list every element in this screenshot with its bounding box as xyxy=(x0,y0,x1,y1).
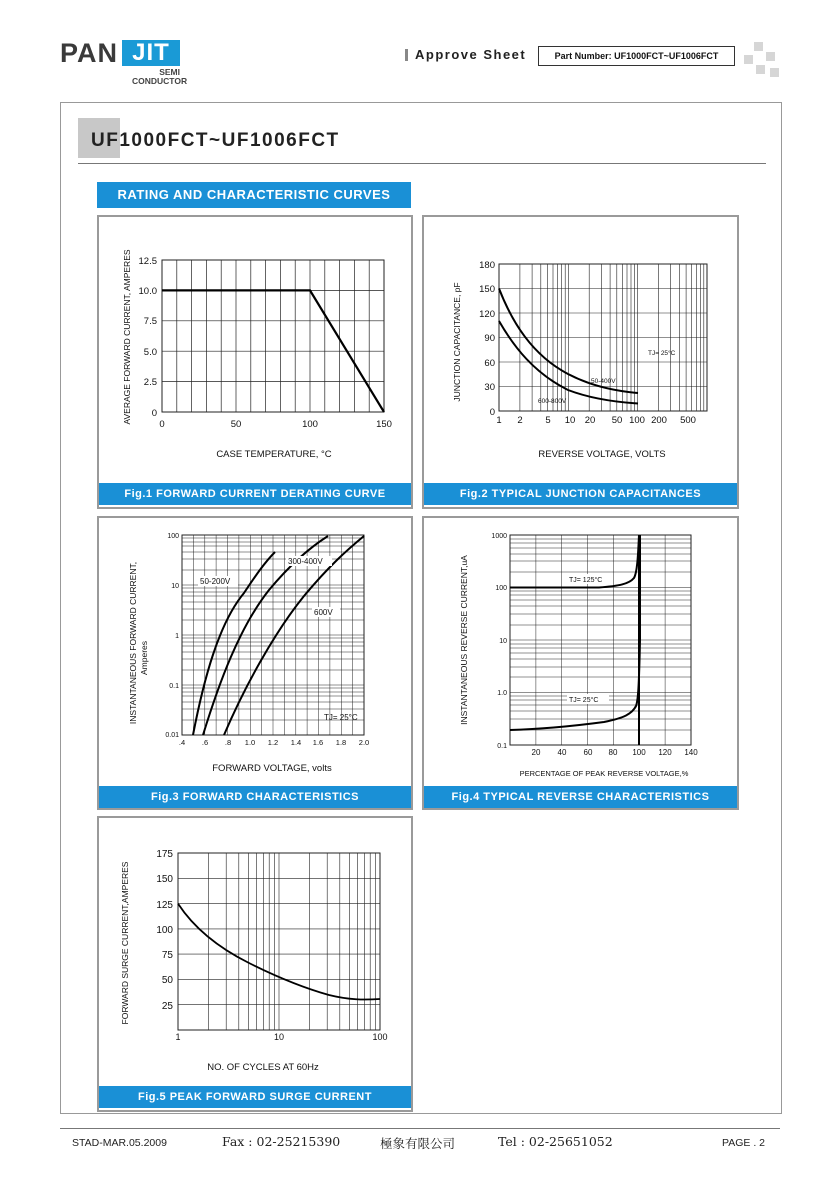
fig3-annotation-temperature: TJ= 25°C xyxy=(324,713,358,722)
fig2-ytick: 30 xyxy=(484,382,495,393)
fig2-xtick: 20 xyxy=(584,415,596,426)
fig3-annotation-300-400v: 300-400V xyxy=(288,557,323,566)
fig3-xtick: 1.0 xyxy=(244,738,256,747)
fig5-panel xyxy=(97,816,413,1112)
fig5-ytick: 75 xyxy=(161,950,173,961)
fig4-annotation-125c: TJ= 125°C xyxy=(569,577,603,584)
fig4-xtick: 140 xyxy=(684,748,698,757)
page-title: UF1000FCT~UF1006FCT xyxy=(91,130,340,151)
fig3-ytick: 0.1 xyxy=(169,683,179,690)
fig2-xtick: 2 xyxy=(517,415,523,426)
fig3-ytick: 0.01 xyxy=(165,732,179,739)
part-number-box: Part Number: UF1000FCT~UF1006FCT xyxy=(538,46,735,66)
logo-sub-line-2: CONDUCTOR xyxy=(132,76,188,86)
footer-tel: Tel : 02-25651052 xyxy=(498,1134,613,1149)
fig3-xtick: 1.4 xyxy=(290,738,302,747)
fig5-xtick: 1 xyxy=(175,1032,181,1042)
fig4-ytick: 100 xyxy=(495,585,507,592)
fig2-ytick: 0 xyxy=(489,407,495,418)
fig3-ylabel-line-1: INSTANTANEOUS FORWARD CURRENT, xyxy=(128,561,138,725)
fig4-xtick: 120 xyxy=(658,748,672,757)
footer-fax: Fax : 02-25215390 xyxy=(222,1134,341,1149)
fig5-ytick: 175 xyxy=(156,849,173,860)
fig1-ytick: 12.5 xyxy=(138,256,157,267)
fig4-chart xyxy=(424,518,737,808)
logo-accent: JIT xyxy=(122,40,180,66)
fig1-xlabel: CASE TEMPERATURE, °C xyxy=(216,449,332,460)
fig2-ytick: 90 xyxy=(484,333,495,344)
fig2-ylabel: JUNCTION CAPACITANCE, pF xyxy=(452,282,462,402)
fig1-ytick: 0 xyxy=(151,408,157,419)
fig4-panel xyxy=(422,516,739,810)
fig5-chart xyxy=(99,818,411,1110)
footer-page-number: PAGE . 2 xyxy=(722,1137,765,1149)
fig5-xtick: 100 xyxy=(372,1032,388,1042)
section-title: RATING AND CHARACTERISTIC CURVES xyxy=(97,182,411,208)
fig1-ytick: 2.5 xyxy=(143,377,157,388)
fig1-ylabel: AVERAGE FORWARD CURRENT, AMPERES xyxy=(122,249,132,425)
fig4-ytick: 10 xyxy=(499,638,507,645)
fig3-panel xyxy=(97,516,413,810)
fig5-grid xyxy=(178,853,380,1030)
footer-doc-code: STAD-MAR.05.2009 xyxy=(72,1137,167,1149)
fig5-ytick: 125 xyxy=(156,900,173,911)
fig4-xtick: 80 xyxy=(608,748,618,757)
fig2-ytick: 120 xyxy=(479,309,495,320)
fig3-ytick: 1 xyxy=(175,633,179,640)
fig1-ytick: 7.5 xyxy=(143,316,157,327)
fig5-ylabel: FORWARD SURGE CURRENT,AMPERES xyxy=(120,861,130,1025)
fig5-ytick: 150 xyxy=(156,874,173,885)
fig3-chart xyxy=(99,518,411,808)
fig2-xtick: 1 xyxy=(496,415,502,426)
fig2-xtick: 10 xyxy=(564,415,576,426)
fig5-caption: Fig.5 PEAK FORWARD SURGE CURRENT xyxy=(99,1086,411,1108)
fig4-xtick: 40 xyxy=(557,748,567,757)
fig2-annotation-50-400v: 50-400V xyxy=(591,378,616,385)
fig3-xtick: 1.8 xyxy=(335,738,347,747)
fig3-xtick: .8 xyxy=(224,738,232,747)
fig5-xtick: 10 xyxy=(273,1032,285,1042)
fig5-ytick: 50 xyxy=(161,975,173,986)
fig2-xtick: 200 xyxy=(651,415,667,426)
fig2-ytick: 150 xyxy=(479,284,495,295)
fig4-ylabel: INSTANTANEOUS REVERSE CURRENT,uA xyxy=(459,555,469,725)
fig3-xtick: 2.0 xyxy=(358,738,370,747)
fig3-xtick: .4 xyxy=(178,738,186,747)
fig4-ytick: 0.1 xyxy=(497,743,507,750)
footer-company: 極象有限公司 xyxy=(380,1136,456,1151)
fig3-ytick: 100 xyxy=(167,533,179,540)
fig4-ytick: 1000 xyxy=(491,533,507,540)
fig2-chart xyxy=(424,217,737,507)
fig5-xlabel: NO. OF CYCLES AT 60Hz xyxy=(207,1062,319,1073)
fig1-grid xyxy=(162,260,384,412)
fig2-ytick: 60 xyxy=(484,358,495,369)
fig4-ytick: 1.0 xyxy=(497,690,507,697)
fig2-annotation-600-800v: 600-800V xyxy=(538,398,567,405)
fig2-annotation-temperature: TJ= 25°C xyxy=(648,350,676,357)
fig5-ytick: 100 xyxy=(156,925,173,936)
fig4-xtick: 20 xyxy=(531,748,541,757)
fig2-xlabel: REVERSE VOLTAGE, VOLTS xyxy=(538,449,666,460)
fig4-xtick: 100 xyxy=(632,748,646,757)
fig1-xtick: 100 xyxy=(302,419,318,430)
fig4-grid xyxy=(510,535,691,745)
fig4-xlabel: PERCENTAGE OF PEAK REVERSE VOLTAGE,% xyxy=(519,769,689,778)
fig2-panel xyxy=(422,215,739,509)
logo-sub-line-1: SEMI xyxy=(159,67,180,77)
fig4-xtick: 60 xyxy=(583,748,593,757)
fig2-xtick: 50 xyxy=(611,415,623,426)
fig2-grid xyxy=(499,264,707,411)
fig1-xtick: 0 xyxy=(159,419,165,430)
fig3-xtick: 1.6 xyxy=(312,738,324,747)
fig2-xtick: 5 xyxy=(545,415,551,426)
fig2-xtick: 500 xyxy=(680,415,696,426)
footer-divider xyxy=(60,1128,780,1129)
fig1-xtick: 150 xyxy=(376,419,392,430)
fig1-ytick: 5.0 xyxy=(143,347,157,358)
fig1-chart xyxy=(99,217,411,507)
fig1-xtick: 50 xyxy=(230,419,242,430)
fig4-annotation-25c: TJ= 25°C xyxy=(569,697,599,704)
fig1-panel xyxy=(97,215,413,509)
fig2-caption: Fig.2 TYPICAL JUNCTION CAPACITANCES xyxy=(424,483,737,505)
fig3-grid xyxy=(182,535,364,735)
fig3-annotation-50-200v: 50-200V xyxy=(200,577,231,586)
fig4-caption: Fig.4 TYPICAL REVERSE CHARACTERISTICS xyxy=(424,786,737,808)
fig2-xtick: 100 xyxy=(629,415,645,426)
fig5-ytick: 25 xyxy=(161,1001,173,1012)
fig3-xtick: 1.2 xyxy=(267,738,279,747)
fig3-xlabel: FORWARD VOLTAGE, volts xyxy=(212,763,332,774)
approve-sheet-label: Approve Sheet xyxy=(415,47,527,62)
fig1-ytick: 10.0 xyxy=(138,286,157,297)
fig3-ytick: 10 xyxy=(171,583,179,590)
logo-subtitle xyxy=(132,67,188,86)
fig1-caption: Fig.1 FORWARD CURRENT DERATING CURVE xyxy=(99,483,411,505)
title-divider xyxy=(78,163,766,164)
fig3-ylabel-line-2: Amperes xyxy=(139,640,149,676)
approve-marker xyxy=(405,49,408,61)
fig2-ytick: 180 xyxy=(479,260,495,271)
logo-text: PAN xyxy=(60,38,119,68)
fig3-annotation-600v: 600V xyxy=(314,608,333,617)
fig3-xtick: .6 xyxy=(201,738,209,747)
fig3-caption: Fig.3 FORWARD CHARACTERISTICS xyxy=(99,786,411,808)
